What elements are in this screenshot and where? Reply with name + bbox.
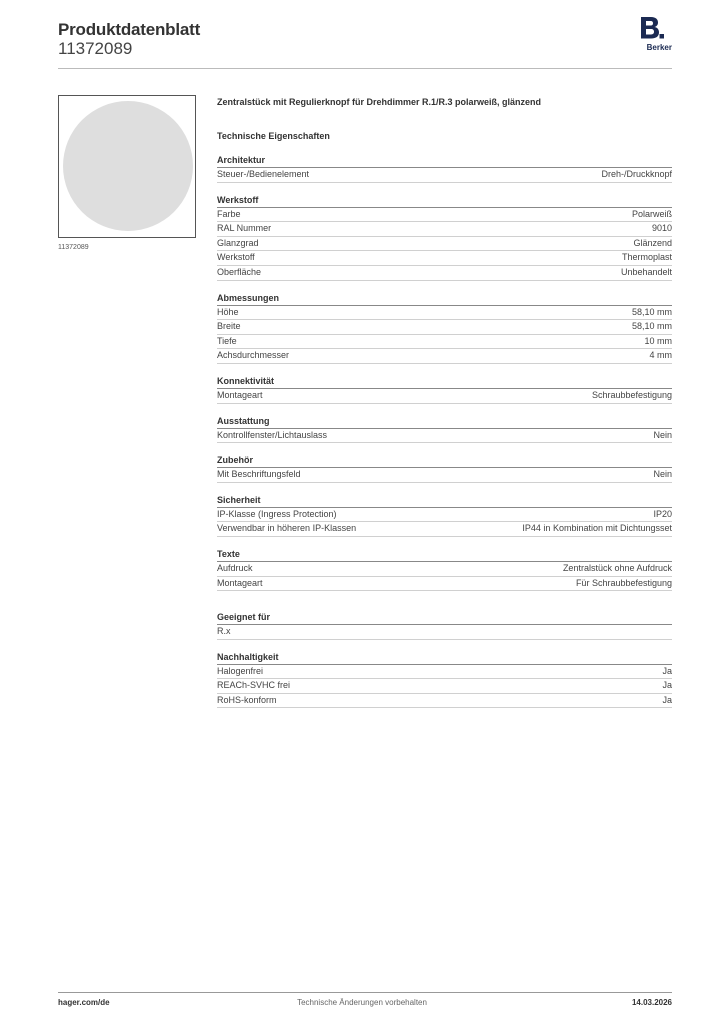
footer-date: 14.03.2026: [631, 998, 672, 1007]
spec-row: [217, 665, 672, 680]
spec-row: [217, 508, 672, 523]
spec-row: [217, 266, 672, 281]
spec-label: IP-Klasse (Ingress Protection): [217, 508, 337, 519]
spec-row: [217, 335, 672, 350]
spec-value: Thermoplast: [621, 252, 672, 263]
spec-row: [217, 222, 672, 237]
spec-label: Höhe: [217, 306, 239, 317]
spec-label: Montageart: [217, 389, 263, 400]
image-caption: 11372089: [58, 244, 89, 251]
spec-value: Polarweiß: [631, 208, 672, 219]
spec-label: REACh-SVHC frei: [217, 680, 291, 691]
spec-value: 58,10 mm: [631, 321, 672, 332]
spec-row: [217, 694, 672, 709]
spec-value: 10 mm: [644, 335, 672, 346]
spec-value: Nein: [653, 469, 672, 480]
spec-group-title: Zubehör: [217, 454, 672, 468]
spec-label: Glanzgrad: [217, 237, 259, 248]
spec-group: [217, 611, 672, 640]
footer-divider: [58, 992, 672, 993]
footer-disclaimer: Technische Änderungen vorbehalten: [297, 998, 427, 1007]
spec-label: Oberfläche: [217, 266, 262, 277]
spec-label: Montageart: [217, 577, 263, 588]
spec-row: [217, 251, 672, 266]
spec-group-title: Werkstoff: [217, 194, 672, 208]
spec-group-title: Ausstattung: [217, 415, 672, 429]
spec-value: Glänzend: [633, 237, 672, 248]
spec-group: [217, 154, 672, 183]
spec-group-title: Sicherheit: [217, 494, 672, 508]
spec-row: [217, 625, 672, 640]
spec-group: [217, 548, 672, 591]
spec-group-title: Architektur: [217, 154, 672, 168]
spec-label: Breite: [217, 321, 241, 332]
page-header: [58, 20, 672, 70]
spec-row: [217, 429, 672, 444]
spec-row: [217, 679, 672, 694]
spec-value: IP20: [653, 508, 672, 519]
spec-value: Nein: [653, 429, 672, 440]
spec-group: [217, 494, 672, 537]
product-image: [63, 101, 193, 231]
spec-group-title: Texte: [217, 548, 672, 562]
spec-value: 4 mm: [649, 350, 672, 361]
spec-content: [217, 90, 672, 708]
document-title: Produktdatenblatt: [58, 20, 201, 39]
spec-value: Dreh-/Druckknopf: [601, 169, 672, 179]
spec-value: Für Schraubbefestigung: [575, 577, 672, 588]
spec-group-title: Nachhaltigkeit: [217, 651, 672, 665]
spec-group: [217, 292, 672, 364]
spec-value: Schraubbefestigung: [591, 389, 672, 400]
spec-label: R.x: [217, 626, 231, 637]
spec-label: Achsdurchmesser: [217, 350, 290, 361]
spec-row: [217, 522, 672, 537]
spec-groups: [217, 154, 672, 708]
spec-group: [217, 454, 672, 483]
product-image-frame: [58, 95, 196, 238]
spec-label: Werkstoff: [217, 252, 255, 263]
spec-row: [217, 237, 672, 252]
spec-value: 9010: [651, 223, 672, 234]
spec-label: Halogenfrei: [217, 665, 264, 676]
spec-label: Mit Beschriftungsfeld: [217, 469, 301, 480]
logo-text: Berker: [646, 43, 672, 52]
spec-row: [217, 468, 672, 483]
spec-heading: Technische Eigenschaften: [217, 131, 330, 141]
berker-logo: [636, 16, 672, 56]
spec-group: [217, 415, 672, 444]
spec-value: Zentralstück ohne Aufdruck: [562, 562, 672, 573]
spec-label: Aufdruck: [217, 562, 253, 573]
spec-row: [217, 389, 672, 404]
spec-label: RAL Nummer: [217, 223, 272, 234]
spec-group: [217, 375, 672, 404]
spec-label: Verwendbar in höheren IP-Klassen: [217, 523, 357, 534]
header-divider: [58, 68, 672, 69]
product-title: Zentralstück mit Regulierknopf für Drehdimmer R.1/R.3 polarweiß, glänzend: [217, 97, 542, 107]
spec-value: Ja: [662, 665, 672, 676]
spec-value: Unbehandelt: [620, 266, 672, 277]
spec-row: [217, 208, 672, 223]
spec-group-title: Abmessungen: [217, 292, 672, 306]
spec-row: [217, 168, 672, 183]
berker-b-icon: [640, 16, 664, 42]
spec-group-title: Konnektivität: [217, 375, 672, 389]
spec-row: [217, 349, 672, 364]
spec-value: IP44 in Kombination mit Dichtungsset: [522, 523, 672, 534]
spec-label: Steuer-/Bedienelement: [217, 169, 310, 179]
spec-label: Kontrollfenster/Lichtauslass: [217, 429, 328, 440]
spec-label: Tiefe: [217, 335, 237, 346]
spec-group-title: Geeignet für: [217, 611, 672, 625]
spec-value: Ja: [662, 694, 672, 705]
spec-value: Ja: [662, 680, 672, 691]
spec-row: [217, 306, 672, 321]
spec-value: 58,10 mm: [631, 306, 672, 317]
spec-group: [217, 194, 672, 281]
footer-website: hager.com/de: [58, 998, 110, 1007]
spec-row: [217, 562, 672, 577]
spec-label: Farbe: [217, 208, 241, 219]
spec-row: [217, 577, 672, 592]
spec-group: [217, 651, 672, 709]
article-number: 11372089: [58, 39, 133, 58]
spec-label: RoHS-konform: [217, 694, 277, 705]
spec-row: [217, 320, 672, 335]
